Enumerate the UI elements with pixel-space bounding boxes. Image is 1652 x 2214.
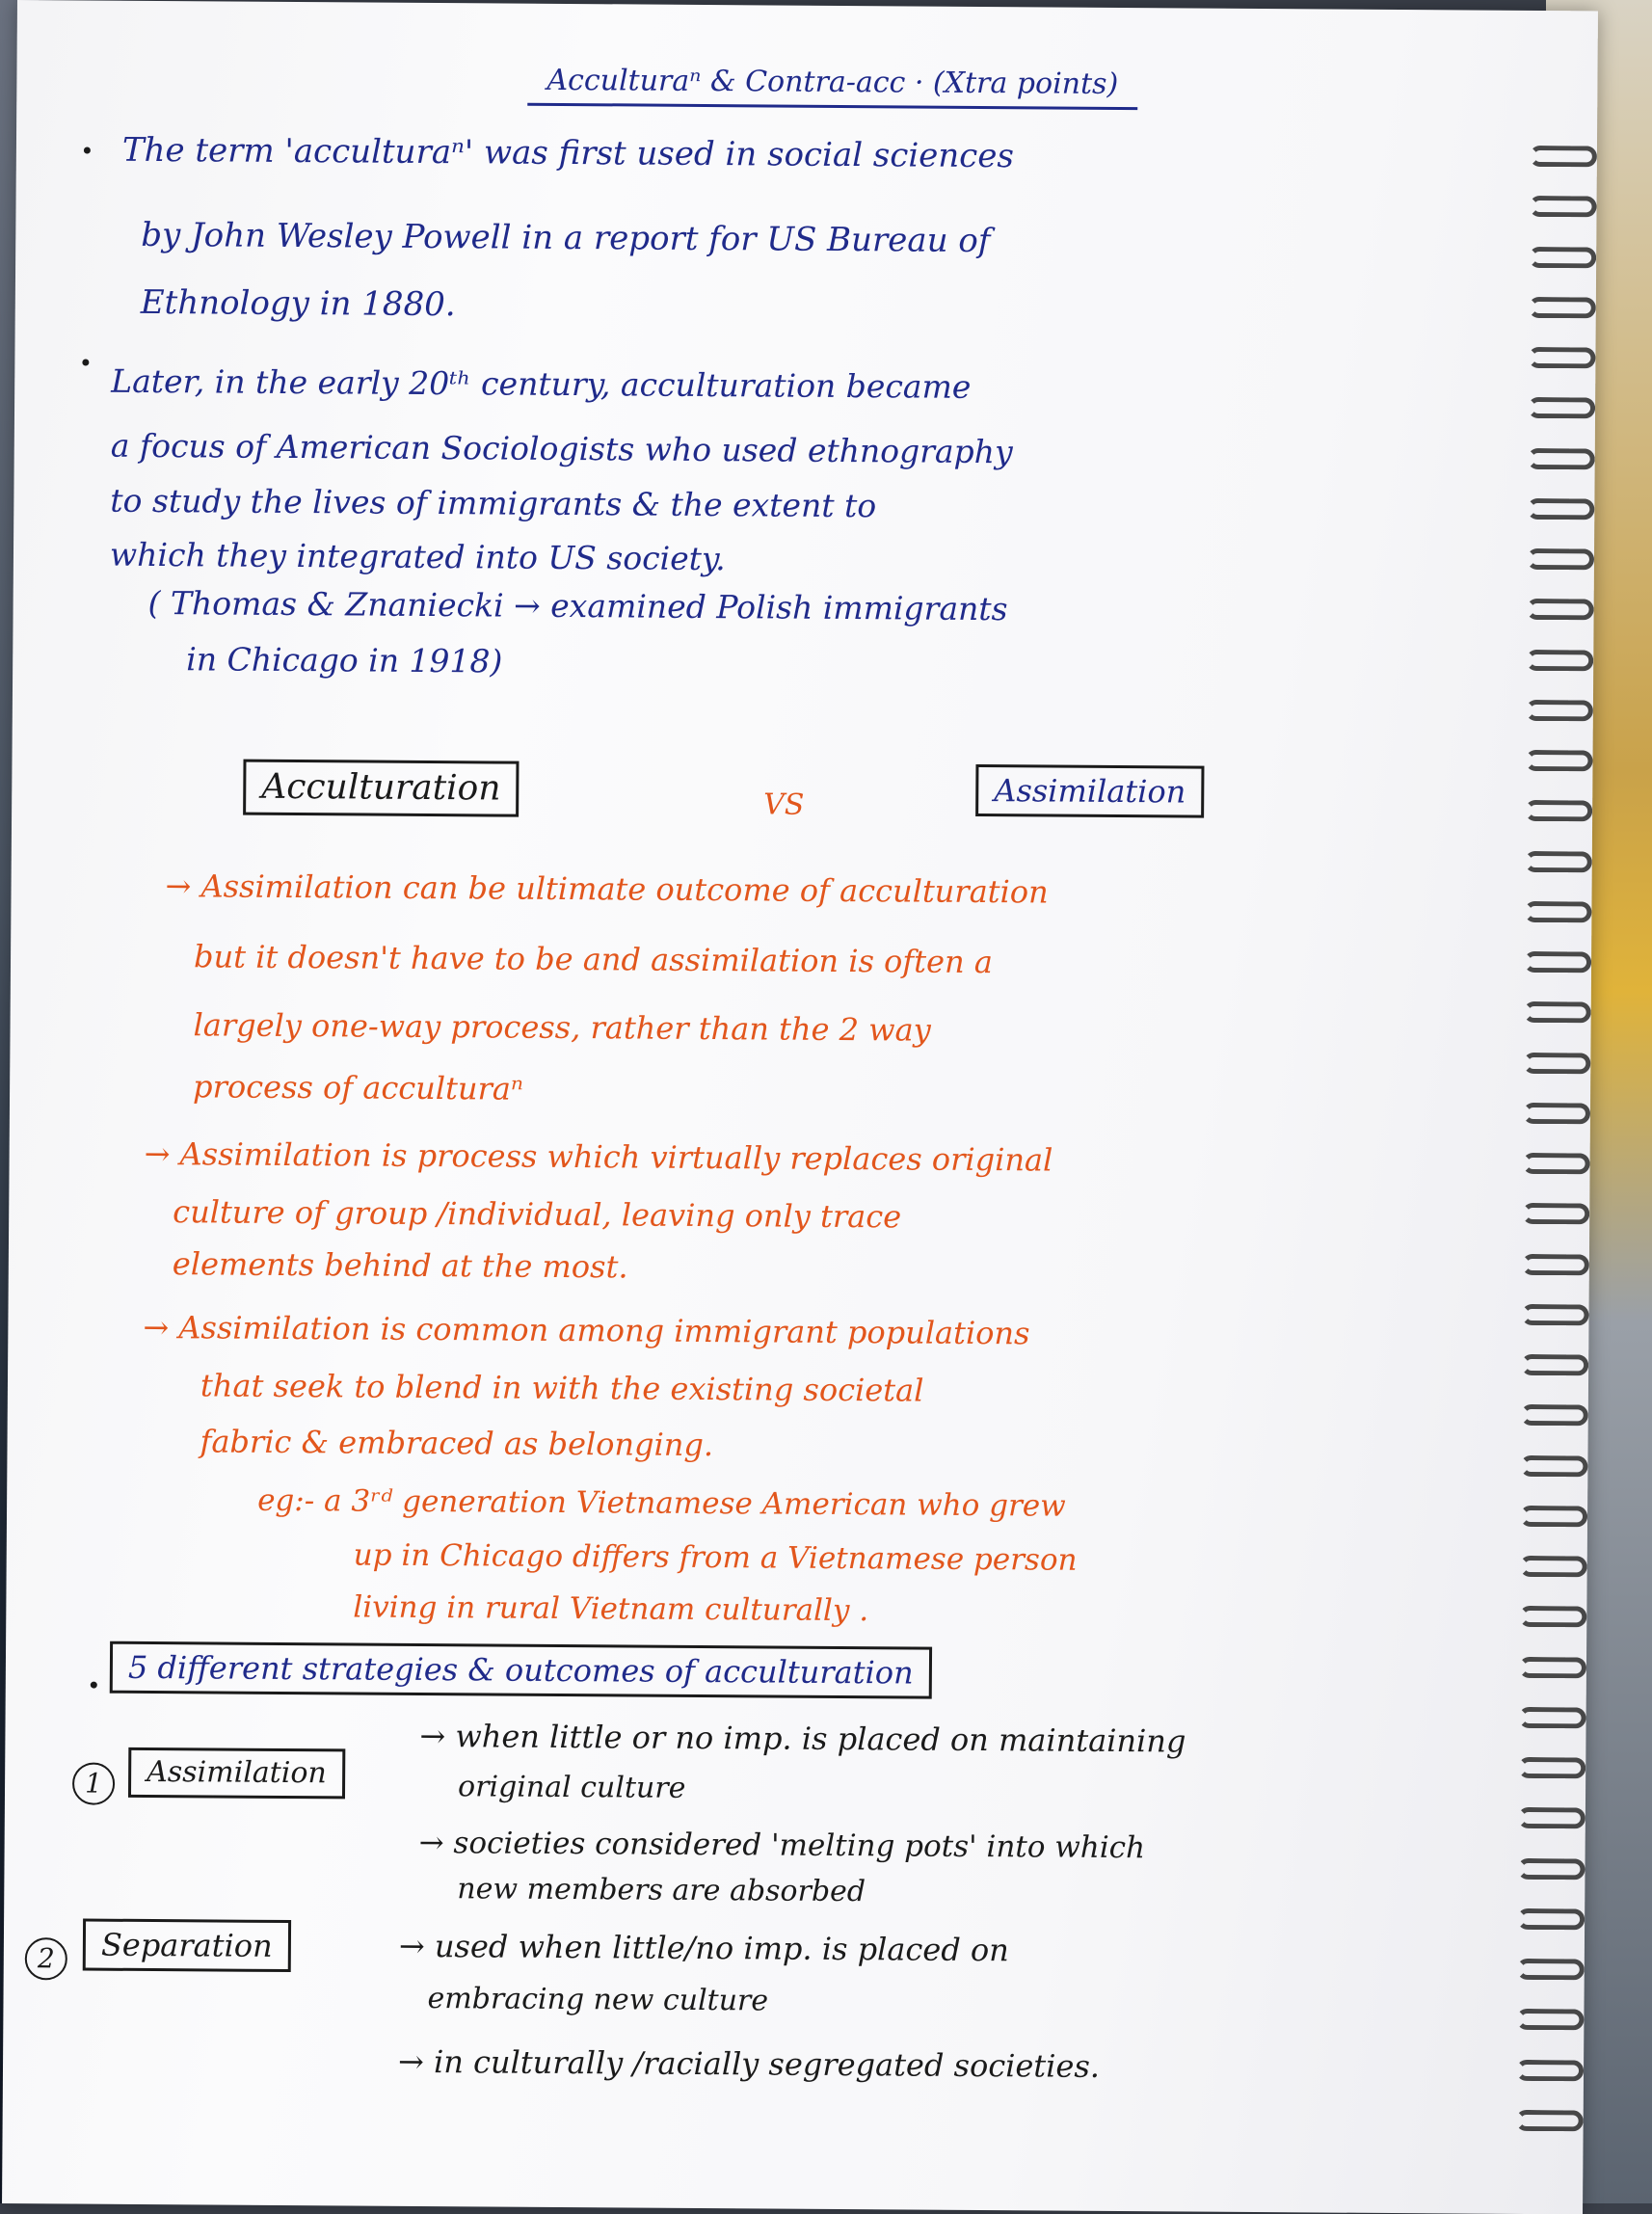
spiral-ring (1519, 1656, 1586, 1677)
spiral-ring (1523, 1103, 1590, 1124)
strategy-line: embracing new culture (427, 1982, 769, 2018)
spiral-ring (1521, 1354, 1588, 1375)
intro-para1-line: by John Wesley Powell in a report for US Bureau of (141, 215, 991, 261)
spiral-ring (1528, 447, 1595, 468)
strategy-label-separation: Separation (83, 1919, 291, 1973)
strategy-line: original culture (457, 1770, 686, 1805)
spiral-ring (1528, 347, 1595, 368)
comparison-line: culture of group /individual, leaving only trace (173, 1193, 902, 1236)
spiral-ring (1522, 1203, 1589, 1224)
comparison-example-line: living in rural Vietnam culturally . (353, 1589, 869, 1629)
intro-para2-line: which they integrated into US society. (109, 535, 726, 578)
spiral-ring (1529, 246, 1596, 267)
spiral-ring (1516, 2009, 1584, 2030)
spiral-ring (1525, 800, 1592, 821)
spiral-binding (1516, 146, 1597, 2131)
spiral-ring (1525, 750, 1592, 771)
spiral-ring (1517, 1908, 1585, 1930)
spiral-ring (1518, 1757, 1585, 1778)
spiral-ring (1516, 2059, 1584, 2080)
intro-para2-line: Later, in the early 20ᵗʰ century, acculturation became (111, 361, 972, 406)
comparison-line: elements behind at the most. (172, 1245, 628, 1286)
intro-para1-line: Ethnology in 1880. (140, 282, 456, 325)
intro-para1-line: The term 'acculturaⁿ' was first used in social sciences (121, 130, 1015, 176)
comparison-line: → Assimilation is common among immigrant populations (143, 1308, 1030, 1352)
spiral-ring (1520, 1506, 1587, 1527)
spiral-ring (1517, 1959, 1585, 1980)
strategy-line: → used when little/no imp. is placed on (398, 1927, 1009, 1969)
spiral-ring (1523, 1052, 1590, 1073)
vs-label: VS (763, 787, 805, 822)
strategies-heading: 5 different strategies & outcomes of acculturation (110, 1641, 932, 1699)
intro-para2-line: a focus of American Sociologists who used ethnography (110, 426, 1013, 471)
spiral-ring (1527, 599, 1594, 620)
acculturation-box: Acculturation (243, 760, 520, 817)
comparison-example-line: up in Chicago differs from a Vietnamese person (353, 1537, 1078, 1578)
intro-para2-line: to study the lives of immigrants & the extent to (110, 481, 877, 525)
spiral-ring (1530, 146, 1597, 167)
spiral-ring (1524, 1001, 1591, 1023)
spiral-ring (1526, 700, 1593, 721)
spiral-ring (1527, 498, 1594, 520)
spiral-ring (1521, 1404, 1588, 1426)
strategy-line: → when little or no imp. is placed on maintaining (419, 1717, 1186, 1760)
comparison-line: process of acculturaⁿ (193, 1068, 524, 1107)
strategy-line: → societies considered 'melting pots' into which (418, 1825, 1146, 1866)
bullet-point (84, 147, 91, 153)
page-title: Acculturaⁿ & Contra-acc · (Xtra points) (527, 64, 1137, 110)
spiral-ring (1520, 1556, 1587, 1577)
spiral-ring (1529, 297, 1596, 318)
comparison-line: → Assimilation is process which virtually replaces original (144, 1134, 1053, 1179)
spiral-ring (1524, 951, 1591, 973)
spiral-ring (1519, 1707, 1586, 1728)
comparison-example-line: eg:- a 3ʳᵈ generation Vietnamese American who grew (257, 1482, 1066, 1524)
comparison-line: fabric & embraced as belonging. (200, 1423, 714, 1464)
spiral-ring (1523, 1153, 1590, 1174)
assimilation-box: Assimilation (975, 764, 1204, 818)
spiral-ring (1521, 1304, 1588, 1325)
spiral-ring (1525, 850, 1592, 871)
spiral-ring (1517, 1857, 1585, 1879)
comparison-line: largely one-way process, rather than the 2 way (193, 1006, 931, 1049)
spiral-ring (1520, 1454, 1587, 1476)
strategy-number: 1 (72, 1762, 115, 1804)
strategy-label-assimilation: Assimilation (128, 1747, 345, 1800)
spiral-ring (1526, 649, 1593, 670)
intro-para2-line: ( Thomas & Znaniecki → examined Polish immigrants (147, 583, 1008, 628)
comparison-line: that seek to blend in with the existing societal (200, 1367, 924, 1409)
comparison-line: but it doesn't have to be and assimilation is often a (193, 938, 994, 981)
spiral-ring (1527, 548, 1594, 570)
spiral-ring (1516, 2110, 1584, 2131)
bullet-point (91, 1682, 97, 1689)
spiral-ring (1524, 901, 1591, 922)
bullet-point (82, 359, 89, 365)
spiral-ring (1522, 1253, 1589, 1274)
spiral-ring (1529, 196, 1596, 217)
strategy-number: 2 (25, 1937, 67, 1980)
spiral-ring (1528, 397, 1595, 418)
strategy-line: new members are absorbed (457, 1872, 866, 1909)
intro-para2-line: in Chicago in 1918) (186, 640, 503, 680)
spiral-ring (1518, 1807, 1585, 1828)
spiral-ring (1519, 1606, 1586, 1627)
strategy-line: → in culturally /racially segregated societies. (397, 2042, 1101, 2085)
notebook-page (2, 0, 1598, 2214)
comparison-line: → Assimilation can be ultimate outcome of acculturation (165, 867, 1049, 911)
